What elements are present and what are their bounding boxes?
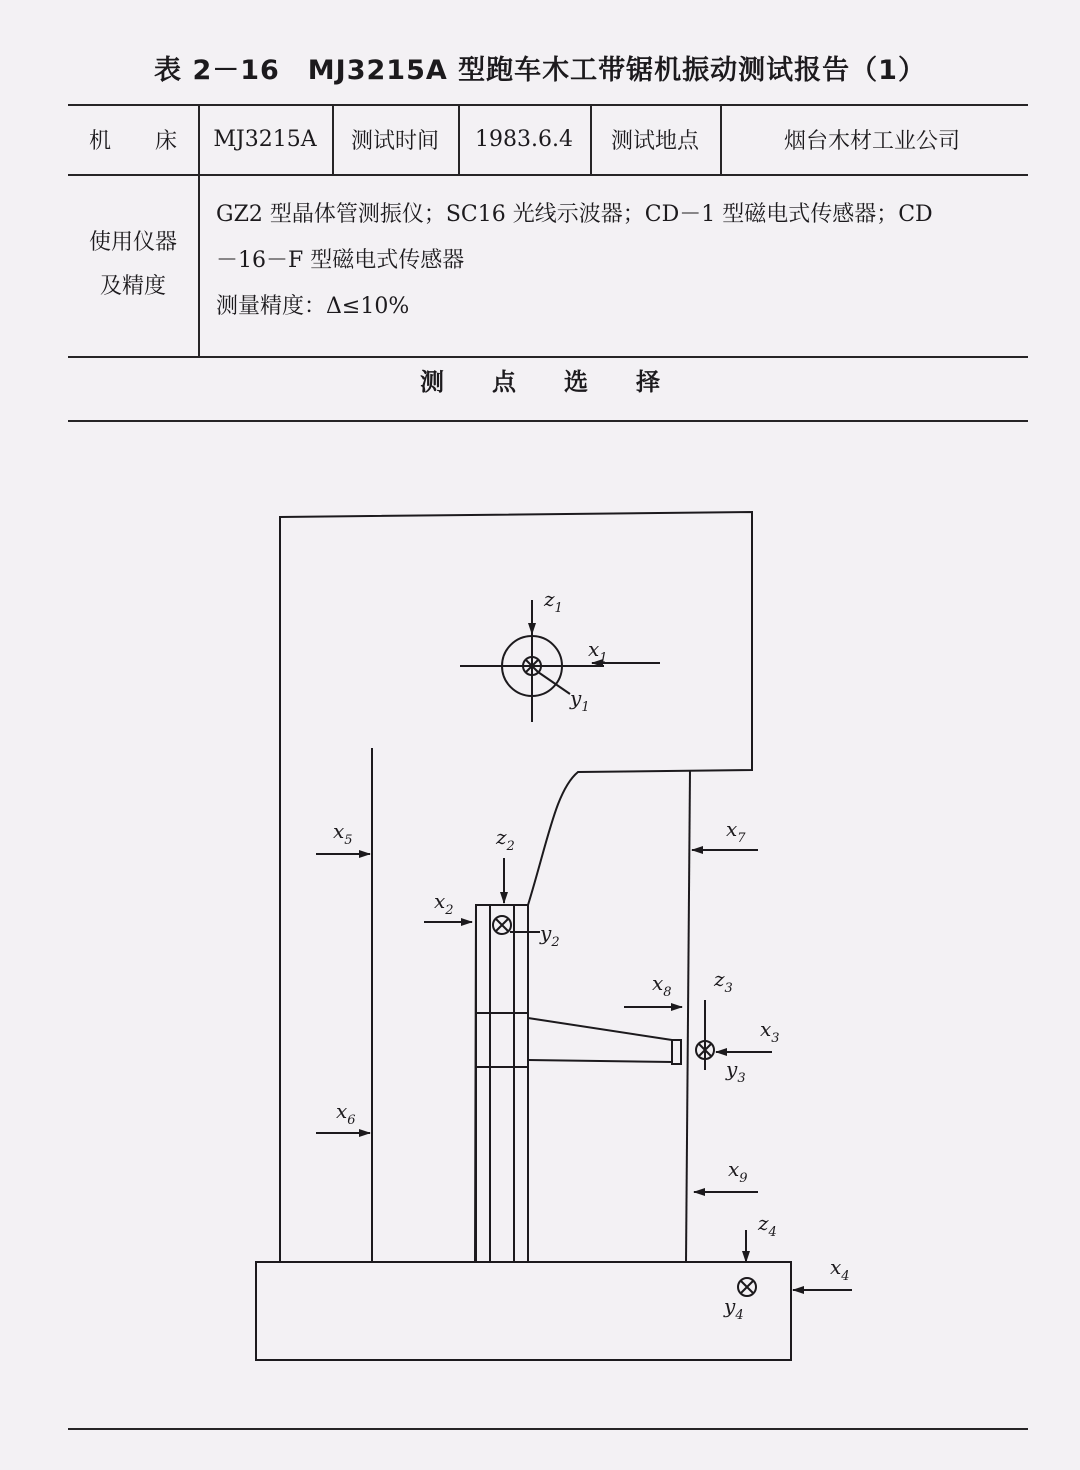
- frame-outline: [280, 512, 752, 1262]
- label-y1: $y_1$: [570, 686, 590, 715]
- test-time-label: 测试时间: [350, 128, 439, 154]
- arm-end-plate: [672, 1040, 681, 1064]
- label-y2: $y_2$: [540, 921, 560, 950]
- section-heading: 测点选择: [420, 367, 708, 396]
- machine-value: MJ3215A: [213, 126, 317, 152]
- label-x6: $x_6$: [336, 1099, 356, 1128]
- label-x5: $x_5$: [333, 819, 353, 848]
- instrument-line: 测量精度：Δ≤10%: [216, 294, 410, 319]
- guide-column: [476, 905, 528, 1262]
- instrument-label-line1: 使用仪器: [88, 230, 177, 255]
- label-x9: $x_9$: [728, 1157, 748, 1186]
- right-column: [686, 770, 690, 1262]
- test-place-value: 烟台木材工业公司: [783, 128, 960, 154]
- label-y3: $y_3$: [726, 1057, 746, 1086]
- label-x3: $x_3$: [760, 1017, 780, 1046]
- table-title: 表 2－16 MJ3215A 型跑车木工带锯机振动测试报告（1）: [154, 55, 926, 86]
- label-z3: $z_3$: [714, 967, 733, 996]
- test-time-value: 1983.6.4: [475, 126, 573, 152]
- label-z2: $z_2$: [496, 825, 515, 854]
- machine-base: [256, 1262, 791, 1360]
- machine-label: 机 床: [88, 128, 177, 154]
- label-x7: $x_7$: [726, 817, 746, 846]
- label-z4: $z_4$: [758, 1211, 777, 1240]
- y1-leader: [538, 672, 570, 694]
- instrument-line: －16－F 型磁电式传感器: [216, 248, 465, 273]
- label-x1: $x_1$: [588, 637, 608, 666]
- label-z1: $z_1$: [544, 587, 563, 616]
- carriage-block: [476, 1013, 528, 1067]
- label-y4: $y_4$: [724, 1294, 744, 1323]
- instrument-line: GZ2 型晶体管测振仪；SC16 光线示波器；CD－1 型磁电式传感器；CD: [216, 202, 933, 227]
- test-place-label: 测试地点: [610, 128, 699, 154]
- label-x8: $x_8$: [652, 971, 672, 1000]
- label-x4: $x_4$: [830, 1255, 850, 1284]
- carriage-arm: [528, 1018, 672, 1062]
- label-x2: $x_2$: [434, 889, 454, 918]
- instrument-label-line2: 及精度: [99, 274, 166, 299]
